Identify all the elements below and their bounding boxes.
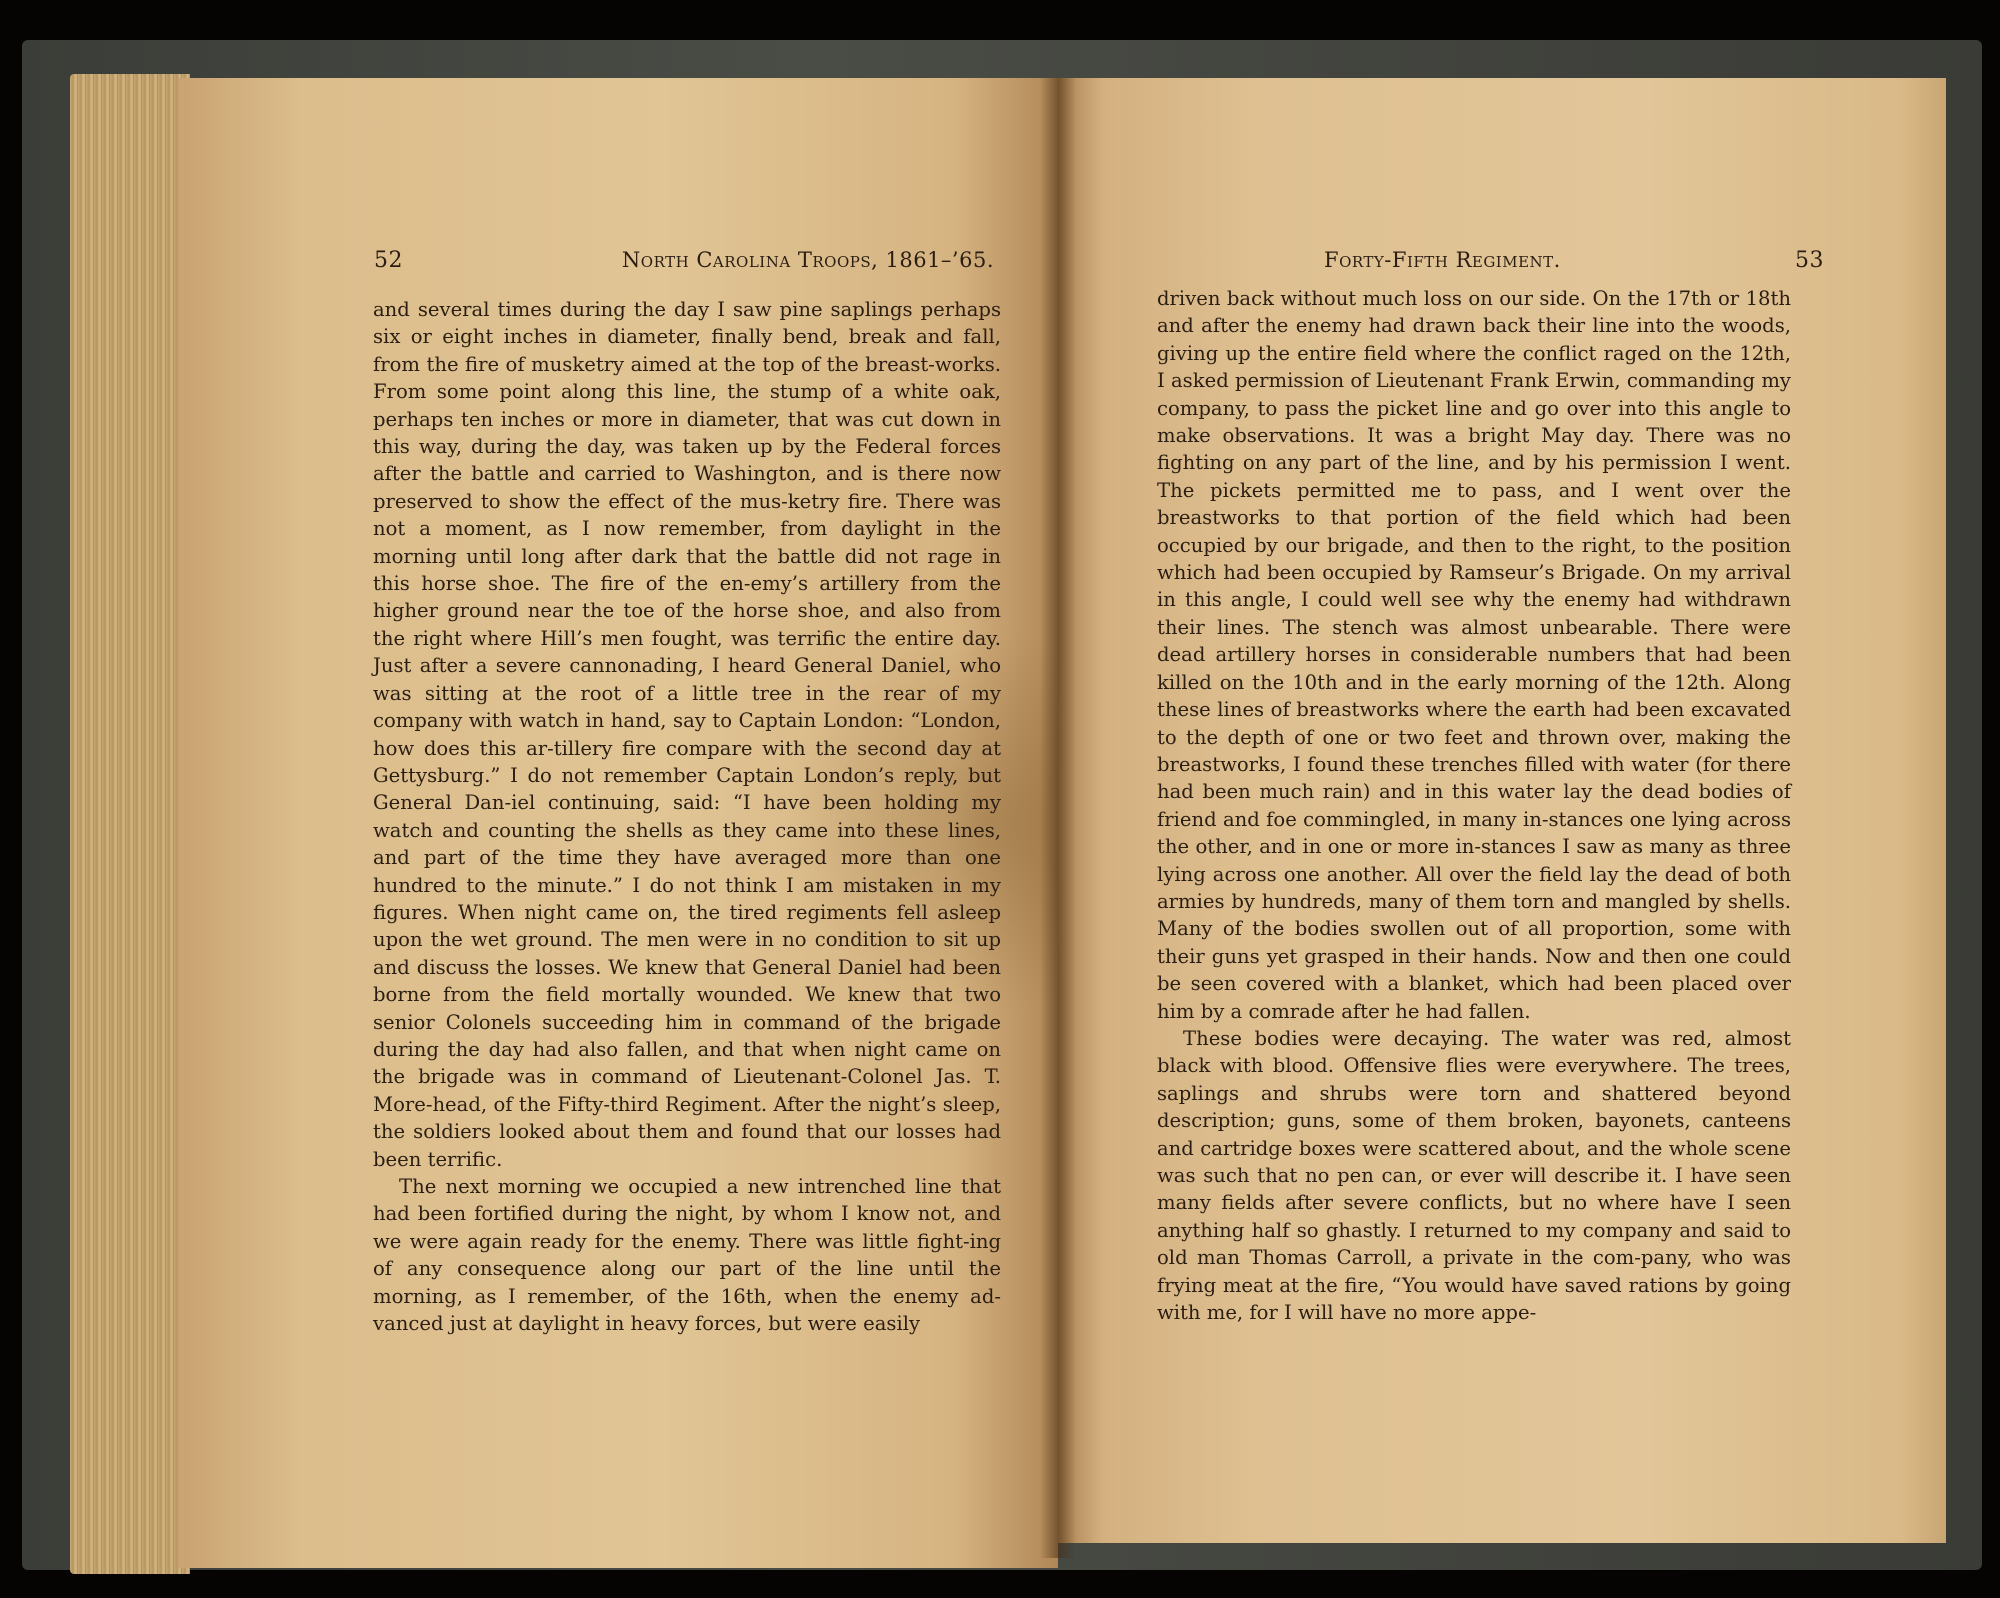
left-paragraph-1: and several times during the day I saw pine saplings perhaps six or eight inches in diameter, finally bend, break and fall, from the fire of musketry aimed at the top of the breast-works. From some point along this line, the stump of a white oak, perhaps ten inches or more in diameter, that was cut down in this way, during the day, was taken up by the Federal forces after the battle and carried to Washington, and is there now preserved to show the effect of the mus-ketry fire. There was not a moment, as I now remember, from daylight in the morning until long after dark that the battle did not rage in this horse shoe. The fire of the en-emy’s artillery from the higher ground near the toe of the horse shoe, and also from the right where Hill’s men fought, was terrific the entire day. Just after a severe cannonading, I heard General Daniel, who was sitting at the root of a little tree in the rear of my company with watch in hand, say to Captain London: “London, how does this ar-tillery fire compare with the second day at Gettysburg.” I do not remember Captain London’s reply, but General Dan-iel continuing, said: “I have been holding my watch and counting the shells as they came into these lines, and part of the time they have averaged more than one hundred to the minute.” I do not think I am mistaken in my figures. When night came on, the tired regiments fell asleep upon the wet ground. The men were in no condition to sit up and discuss the losses. We knew that General Daniel had been borne from the field mortally wounded. We knew that two senior Colonels succeeding him in command of the brigade during the day had also fallen, and that when night came on the brigade was in command of Lieutenant-Colonel Jas. T. More-head, of the Fifty-third Regiment. After the night’s sleep, the soldiers looked about them and found that our losses had been terrific.: [373, 298, 1001, 1171]
right-paragraph-2: These bodies were decaying. The water was red, almost black with blood. Offensive flies were everywhere. The trees, saplings and shrubs were torn and shattered beyond description; guns, some of them broken, bayonets, canteens and cartridge boxes were scattered about, and the whole scene was such that no pen can, or ever will describe it. I have seen many fields after severe conflicts, but no where have I seen anything half so ghastly. I returned to my company and said to old man Thomas Carroll, a private in the com-pany, who was frying meat at the fire, “You would have saved rations by going with me, for I will have no more appe-: [1157, 1026, 1791, 1325]
left-page-number: 52: [374, 248, 403, 273]
right-page: [1058, 78, 1946, 1543]
left-body-text: [373, 296, 1001, 1337]
right-running-head: [1324, 248, 1824, 273]
left-running-head: [374, 248, 994, 273]
book-gutter: [1040, 78, 1076, 1558]
left-page: [178, 78, 1058, 1568]
left-running-title: North Carolina Troops, 1861–’65.: [621, 248, 994, 272]
right-running-title: Forty-Fifth Regiment.: [1324, 248, 1561, 272]
page-edges: [70, 74, 190, 1574]
right-body-text: [1157, 285, 1791, 1326]
right-page-number: 53: [1795, 248, 1824, 273]
left-paragraph-2: The next morning we occupied a new intrenched line that had been fortified during the night, by whom I know not, and we were again ready for the enemy. There was little fight-ing of any consequence along our part of the line until the morning, as I remember, of the 16th, when the enemy ad-vanced just at daylight in heavy forces, but were easily: [373, 1175, 1001, 1336]
right-paragraph-1: driven back without much loss on our side. On the 17th or 18th and after the enemy had drawn back their line into the woods, giving up the entire field where the conflict raged on the 12th, I asked permission of Lieutenant Frank Erwin, commanding my company, to pass the picket line and go over into this angle to make observations. It was a bright May day. There was no fighting on any part of the line, and by his permission I went. The pickets permitted me to pass, and I went over the breastworks to that portion of the field which had been occupied by our brigade, and then to the right, to the position which had been occupied by Ramseur’s Brigade. On my arrival in this angle, I could well see why the enemy had withdrawn their lines. The stench was almost unbearable. There were dead artillery horses in considerable numbers that had been killed on the 10th and in the early morning of the 12th. Along these lines of breastworks where the earth had been excavated to the depth of one or two feet and thrown over, making the breastworks, I found these trenches filled with water (for there had been much rain) and in this water lay the dead bodies of friend and foe commingled, in many in-stances one lying across the other, and in one or more in-stances I saw as many as three lying across one another. All over the field lay the dead of both armies by hundreds, many of them torn and mangled by shells. Many of the bodies swollen out of all proportion, some with their guns yet grasped in their hands. Now and then one could be seen covered with a blanket, which had been placed over him by a comrade after he had fallen.: [1157, 287, 1791, 1023]
